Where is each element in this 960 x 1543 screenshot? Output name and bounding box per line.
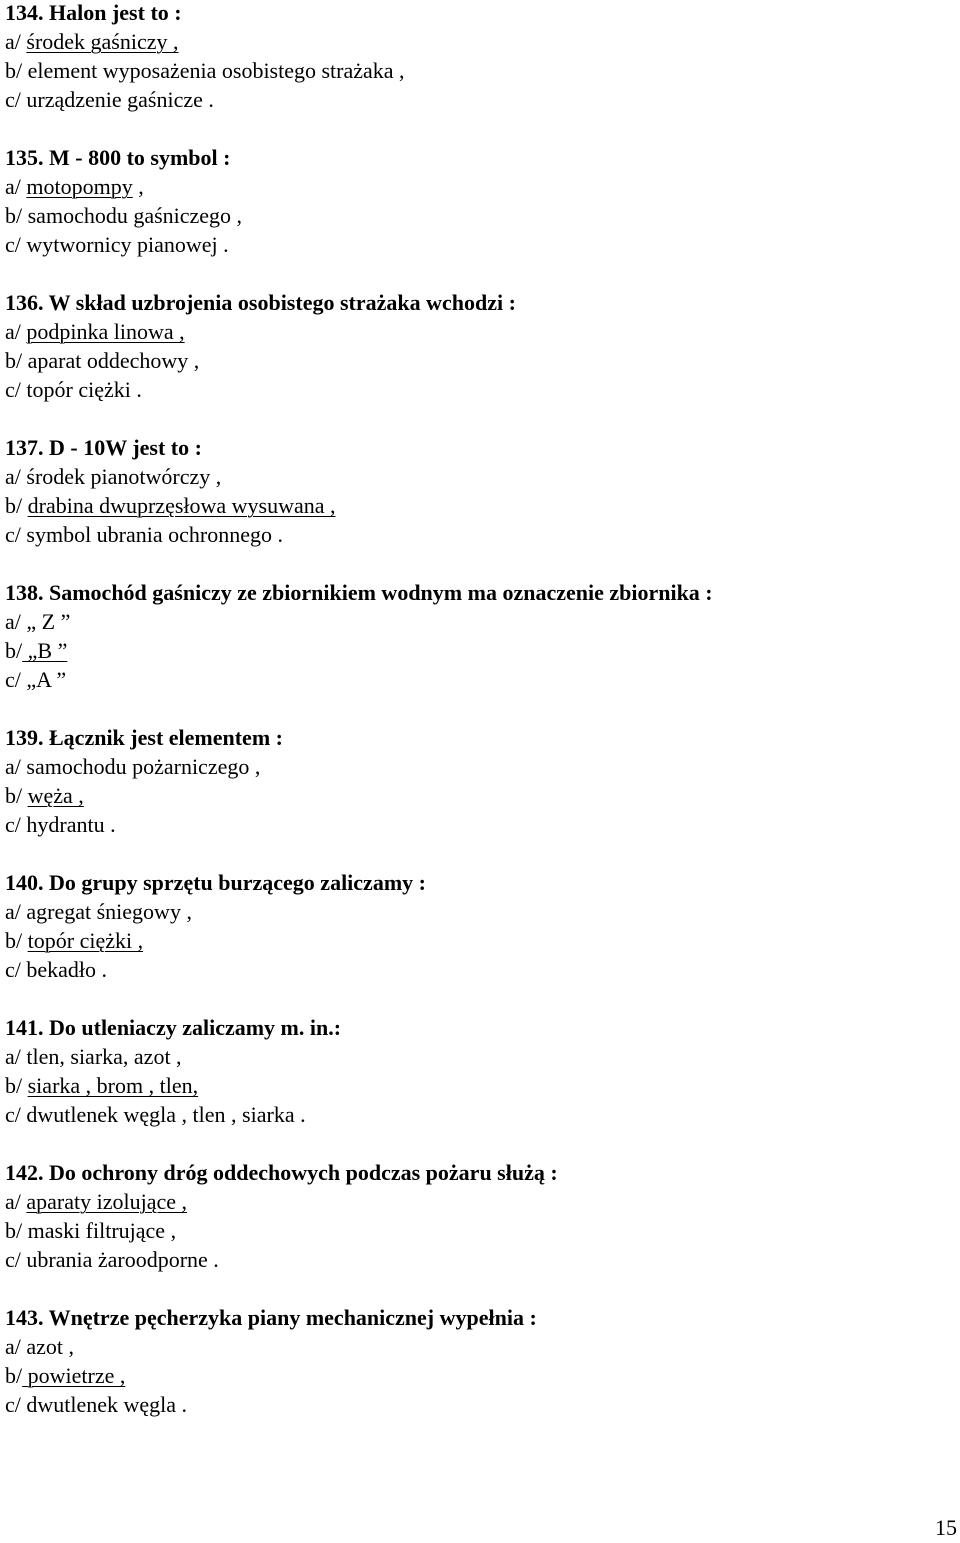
question-number: 134. [5,0,44,25]
answer-prefix: a/ [5,1044,27,1069]
answer-prefix: c/ [5,1392,27,1417]
question-number: 139. [5,725,44,750]
answer-text: agregat śniegowy , [26,899,192,924]
answer-text: topór ciężki . [26,377,142,402]
answer-text-correct: motopompy [26,174,133,199]
answer-option-b [5,201,945,230]
question-142 [5,1158,945,1274]
question-number: 136. [5,290,44,315]
answer-prefix: c/ [5,667,27,692]
answer-text: hydrantu . [26,812,116,837]
answer-text: środek pianotwórczy , [26,464,222,489]
answer-text: samochodu gaśniczego , [27,203,243,228]
answer-text: dwutlenek węgla , tlen , siarka . [26,1102,306,1127]
answer-prefix: a/ [5,754,27,779]
answer-text: samochodu pożarniczego , [26,754,261,779]
answer-text: element wyposażenia osobistego strażaka , [27,58,405,83]
question-134 [5,0,945,114]
question-title [5,0,945,27]
question-text: Do ochrony dróg oddechowych podczas pożaru służą : [49,1160,558,1185]
question-title [5,723,945,752]
question-title [5,1303,945,1332]
question-number: 143. [5,1305,44,1330]
answer-text-correct: „B ” [22,638,68,663]
answer-text: maski filtrujące , [27,1218,177,1243]
answer-prefix: b/ [5,1218,28,1243]
answer-option-c [5,230,945,259]
question-139 [5,723,945,839]
answer-option-b [5,1216,945,1245]
answer-option-a [5,462,945,491]
question-141 [5,1013,945,1129]
question-text: Wnętrze pęcherzyka piany mechanicznej wypełnia : [48,1305,537,1330]
answer-option-a [5,317,945,346]
question-text: D - 10W jest to : [49,435,202,460]
answer-text: dwutlenek węgla . [26,1392,188,1417]
answer-option-c [5,1245,945,1274]
answer-text: ubrania żaroodporne . [26,1247,219,1272]
question-title [5,868,945,897]
answer-prefix: a/ [5,1189,27,1214]
question-number: 141. [5,1015,44,1040]
answer-prefix: c/ [5,1102,27,1127]
answer-option-a [5,1332,945,1361]
answer-text-correct: siarka , brom , tlen, [27,1073,199,1098]
question-text: Do utleniaczy zaliczamy m. in.: [49,1015,342,1040]
answer-text: urządzenie gaśnicze . [26,87,214,112]
answer-option-a [5,27,945,56]
answer-option-c [5,1390,945,1419]
answer-option-a [5,172,945,201]
question-text: Samochód gaśniczy ze zbiornikiem wodnym ma oznaczenie zbiornika : [49,580,713,605]
question-143 [5,1303,945,1419]
answer-text-correct: środek gaśniczy , [26,29,179,54]
answer-prefix: a/ [5,464,27,489]
question-text: Łącznik jest elementem : [49,725,283,750]
answer-prefix: b/ [5,638,23,663]
answer-option-c [5,375,945,404]
answer-text: „ Z ” [26,609,71,634]
answer-option-b [5,1361,945,1390]
question-number: 137. [5,435,44,460]
answer-prefix: b/ [5,928,28,953]
answer-prefix: a/ [5,1334,27,1359]
answer-option-b [5,1071,945,1100]
answer-text: azot , [26,1334,75,1359]
question-title [5,1158,945,1187]
question-136 [5,288,945,404]
answer-prefix: c/ [5,87,27,112]
answer-prefix: b/ [5,58,28,83]
question-title [5,578,945,607]
answer-option-b [5,636,945,665]
question-138 [5,578,945,694]
answer-text-correct: drabina dwuprzęsłowa wysuwana , [27,493,336,518]
answer-prefix: b/ [5,348,28,373]
answer-text: aparat oddechowy , [27,348,200,373]
answer-option-a [5,1042,945,1071]
answer-option-b [5,346,945,375]
question-140 [5,868,945,984]
answer-prefix: b/ [5,1363,23,1388]
answer-option-a [5,607,945,636]
answer-prefix: c/ [5,377,27,402]
question-number: 135. [5,145,44,170]
answer-text-correct: powietrze , [22,1363,126,1388]
answer-prefix: a/ [5,609,27,634]
answer-prefix: c/ [5,522,27,547]
answer-prefix: b/ [5,1073,28,1098]
question-137 [5,433,945,549]
question-number: 140. [5,870,44,895]
answer-option-c [5,520,945,549]
answer-suffix: , [132,174,144,199]
answer-text-correct: topór ciężki , [27,928,144,953]
answer-option-b [5,491,945,520]
answer-prefix: b/ [5,203,28,228]
question-text: W skład uzbrojenia osobistego strażaka wchodzi : [48,290,516,315]
question-title [5,288,945,317]
answer-prefix: a/ [5,899,27,924]
answer-option-b [5,56,945,85]
answer-text-correct: węża , [27,783,84,808]
answer-prefix: c/ [5,957,27,982]
question-title [5,1013,945,1042]
question-text: Halon jest to : [49,0,182,25]
answer-prefix: a/ [5,319,27,344]
question-title [5,143,945,172]
question-text: M - 800 to symbol : [49,145,231,170]
answer-text-correct: podpinka linowa , [26,319,185,344]
question-number: 142. [5,1160,44,1185]
answer-prefix: b/ [5,783,28,808]
answer-option-b [5,926,945,955]
answer-option-c [5,955,945,984]
page-number: 15 [935,1515,957,1540]
answer-option-c [5,810,945,839]
answer-text: bekadło . [26,957,108,982]
answer-option-c [5,665,945,694]
answer-text-correct: aparaty izolujące , [26,1189,188,1214]
answer-option-a [5,897,945,926]
answer-option-c [5,1100,945,1129]
answer-text: tlen, siarka, azot , [26,1044,182,1069]
answer-option-c [5,85,945,114]
answer-prefix: c/ [5,812,27,837]
answer-text: „A ” [26,667,67,692]
question-text: Do grupy sprzętu burzącego zaliczamy : [49,870,426,895]
answer-prefix: c/ [5,1247,27,1272]
answer-prefix: c/ [5,232,27,257]
question-title [5,433,945,462]
answer-option-a [5,1187,945,1216]
answer-text: wytwornicy pianowej . [26,232,229,257]
answer-prefix: b/ [5,493,28,518]
answer-text: symbol ubrania ochronnego . [26,522,283,547]
question-number: 138. [5,580,44,605]
answer-prefix: a/ [5,174,27,199]
answer-option-b [5,781,945,810]
answer-prefix: a/ [5,29,27,54]
question-135 [5,143,945,259]
answer-option-a [5,752,945,781]
